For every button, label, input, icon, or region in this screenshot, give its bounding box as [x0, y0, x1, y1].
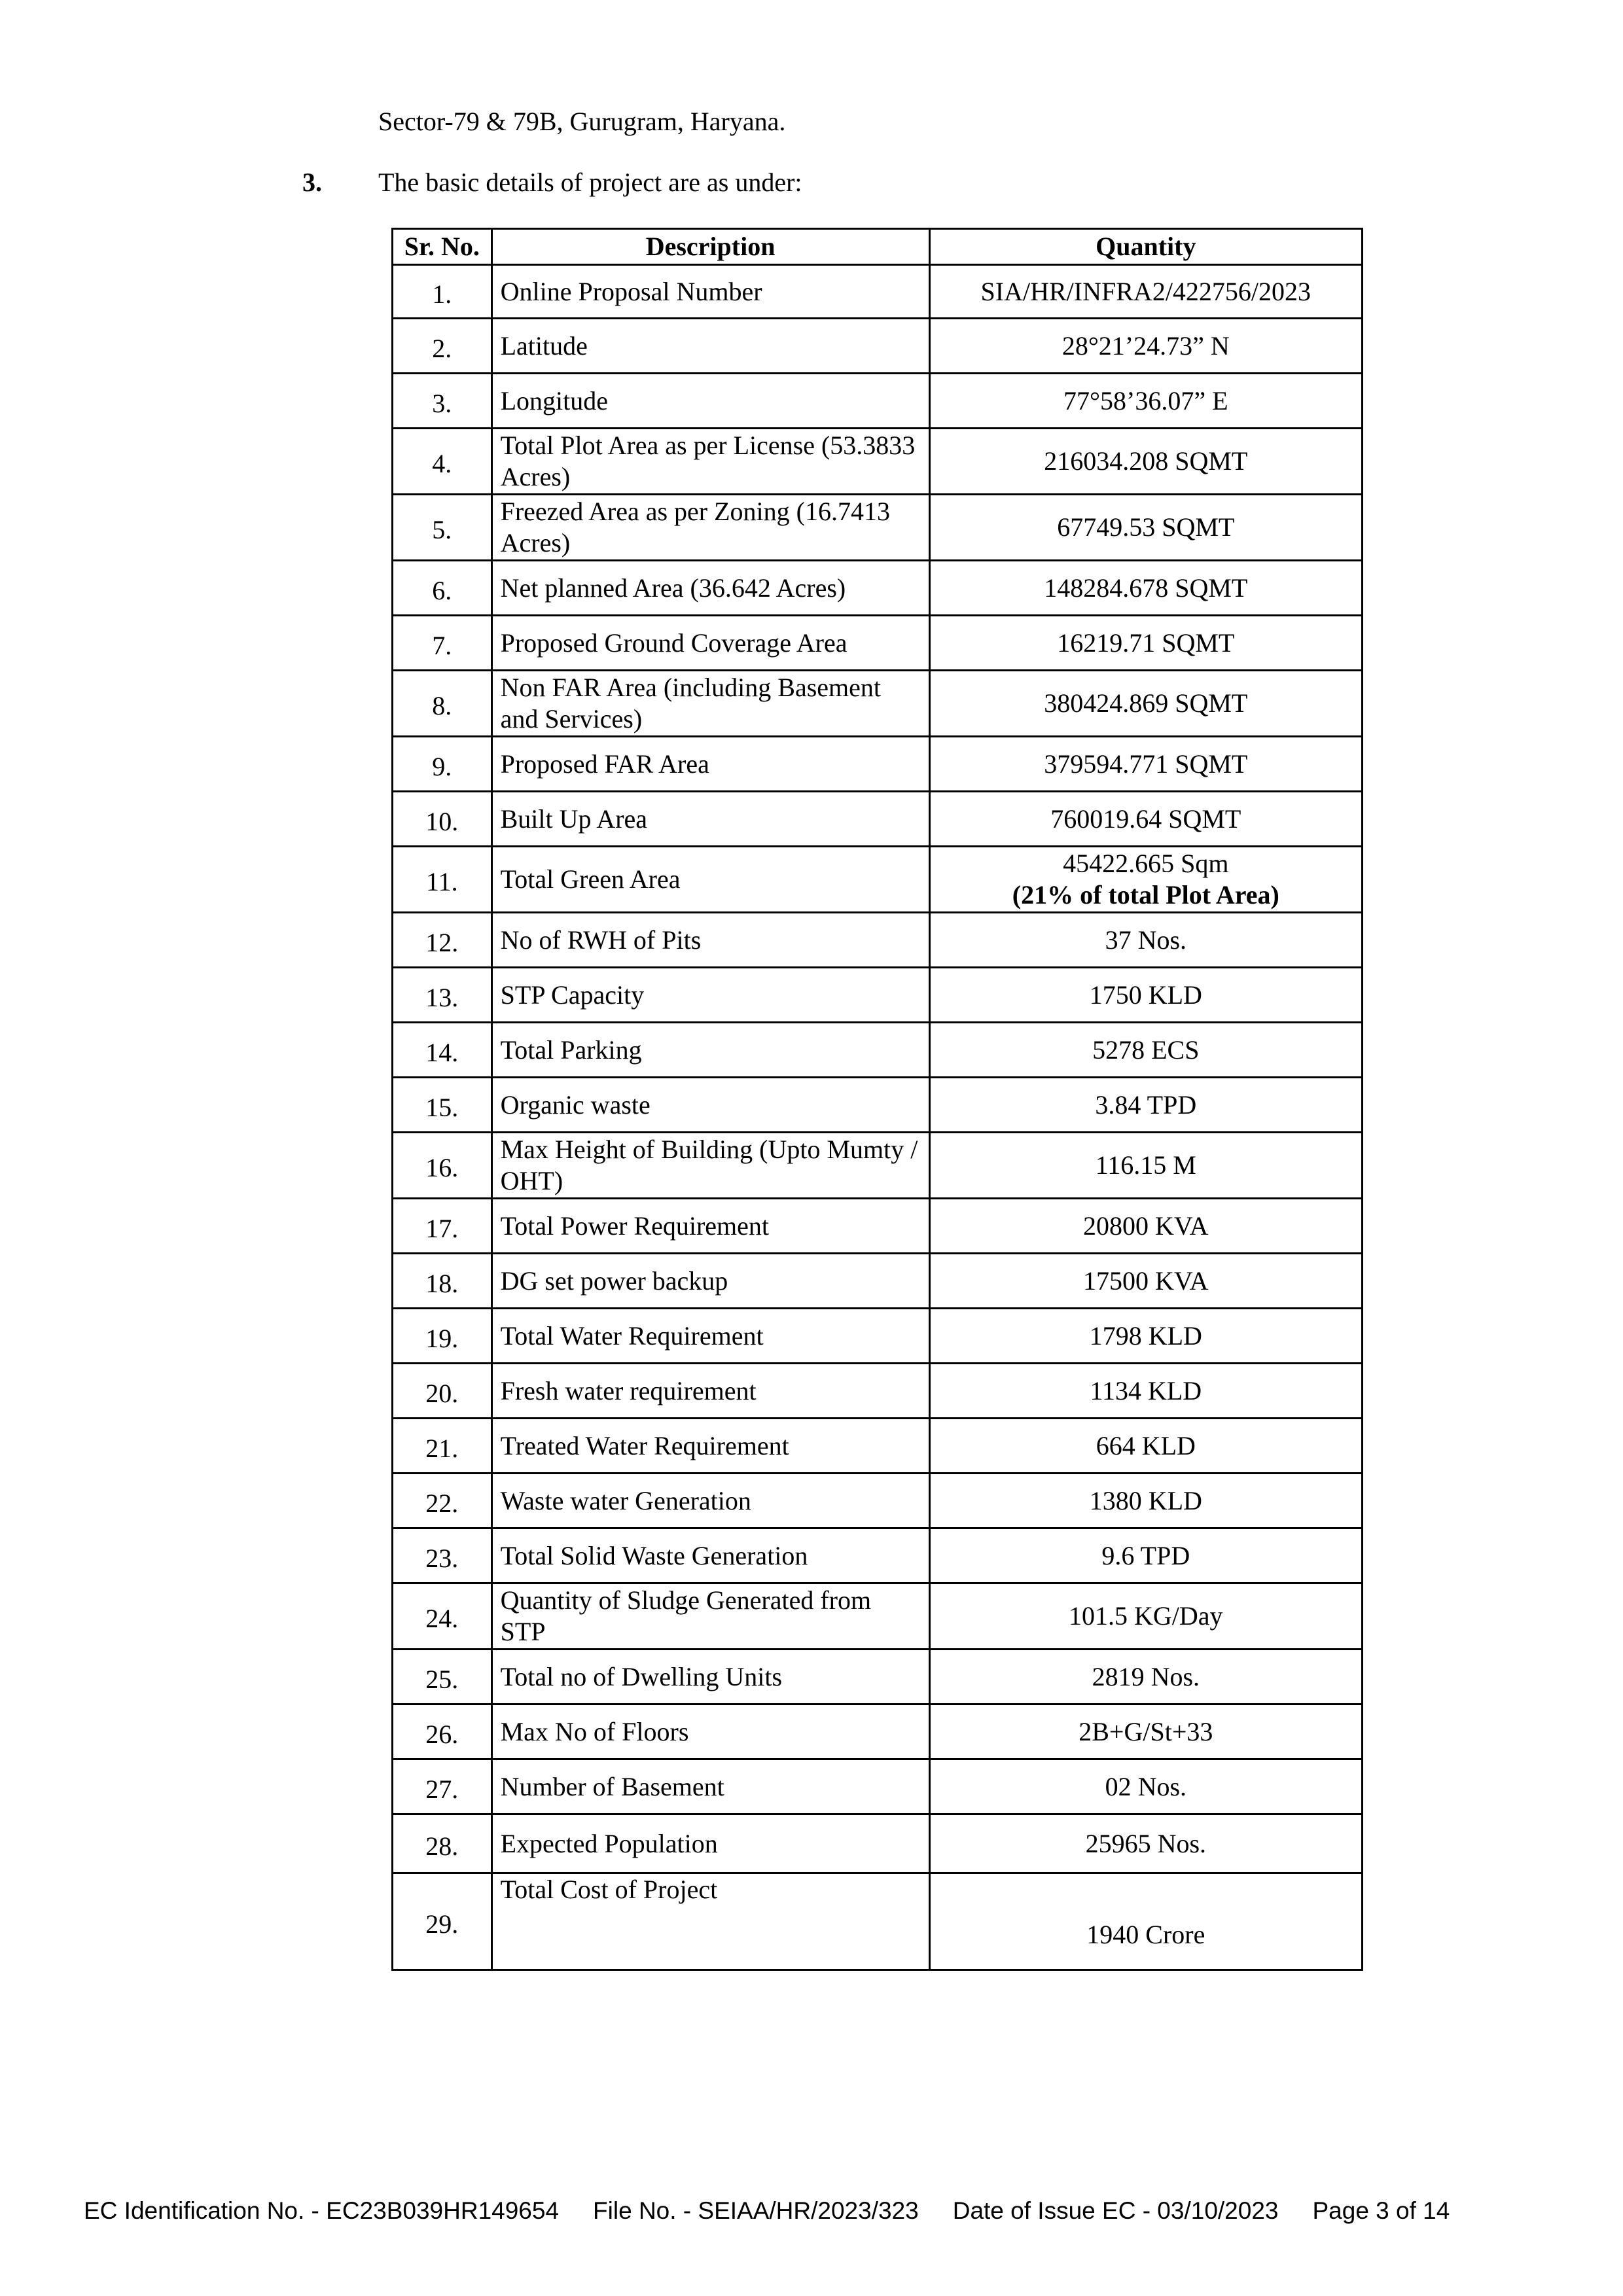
row-quantity	[929, 1364, 1362, 1419]
row-description: Expected Population	[491, 1814, 929, 1873]
table-row	[393, 1199, 1363, 1254]
row-sr-no: 26.	[393, 1704, 492, 1759]
row-quantity-value: 148284.678 SQMT	[1044, 573, 1248, 603]
row-quantity	[929, 1873, 1362, 1970]
row-quantity-value: 16219.71 SQMT	[1057, 627, 1235, 658]
table-row	[393, 1309, 1363, 1364]
row-quantity	[929, 1419, 1362, 1474]
row-quantity	[929, 737, 1362, 792]
header-sr-no: Sr. No.	[393, 229, 492, 265]
row-quantity	[929, 1583, 1362, 1650]
table-row	[393, 1583, 1363, 1650]
row-quantity	[929, 561, 1362, 616]
row-quantity	[929, 495, 1362, 561]
row-description: Freezed Area as per Zoning (16.7413 Acres)	[491, 495, 929, 561]
table-row	[393, 1474, 1363, 1528]
row-description: Non FAR Area (including Basement and Services)	[491, 671, 929, 737]
row-description: Built Up Area	[491, 792, 929, 847]
row-description: Total Plot Area as per License (53.3833 Acres)	[491, 429, 929, 495]
row-quantity-value: 216034.208 SQMT	[1044, 446, 1248, 476]
row-quantity-value: 77°58’36.07” E	[1063, 385, 1228, 415]
footer-ec-id: EC Identification No. - EC23B039HR149654	[84, 2197, 560, 2224]
row-quantity-value: 1380 KLD	[1089, 1485, 1202, 1515]
row-description: Net planned Area (36.642 Acres)	[491, 561, 929, 616]
table-row	[393, 792, 1363, 847]
row-quantity-value: 9.6 TPD	[1101, 1540, 1190, 1570]
table-row	[393, 265, 1363, 319]
row-sr-no: 2.	[393, 319, 492, 374]
table-row	[393, 319, 1363, 374]
row-sr-no: 14.	[393, 1023, 492, 1078]
row-sr-no: 25.	[393, 1650, 492, 1704]
table-row	[393, 1650, 1363, 1704]
row-description: Longitude	[491, 374, 929, 429]
project-details-table	[391, 228, 1363, 1971]
page-footer	[84, 2197, 1450, 2225]
intro-line: Sector-79 & 79B, Gurugram, Haryana.	[378, 107, 786, 136]
header-quantity: Quantity	[929, 229, 1362, 265]
row-description: No of RWH of Pits	[491, 913, 929, 968]
row-sr-no: 1.	[393, 265, 492, 319]
row-quantity	[929, 1528, 1362, 1583]
row-quantity	[929, 1474, 1362, 1528]
row-description: Number of Basement	[491, 1759, 929, 1814]
table-row	[393, 671, 1363, 737]
table-row	[393, 374, 1363, 429]
row-description: Treated Water Requirement	[491, 1419, 929, 1474]
table-row	[393, 737, 1363, 792]
row-quantity-value: 17500 KVA	[1083, 1265, 1209, 1296]
row-quantity	[929, 265, 1362, 319]
row-description: Total Power Requirement	[491, 1199, 929, 1254]
row-quantity	[929, 1704, 1362, 1759]
row-sr-no: 8.	[393, 671, 492, 737]
row-description: DG set power backup	[491, 1254, 929, 1309]
header-description: Description	[491, 229, 929, 265]
row-quantity-value: 116.15 M	[1095, 1150, 1196, 1180]
row-quantity	[929, 1199, 1362, 1254]
row-quantity-value: 380424.869 SQMT	[1044, 688, 1248, 718]
row-quantity-value: 664 KLD	[1096, 1430, 1196, 1460]
row-quantity	[929, 1814, 1362, 1873]
table-row	[393, 1704, 1363, 1759]
row-quantity-value: 760019.64 SQMT	[1050, 804, 1241, 834]
table-row	[393, 429, 1363, 495]
row-quantity	[929, 1254, 1362, 1309]
row-quantity-value: 25965 Nos.	[1085, 1828, 1207, 1858]
row-quantity	[929, 429, 1362, 495]
row-quantity	[929, 1023, 1362, 1078]
row-sr-no: 3.	[393, 374, 492, 429]
table-row	[393, 1419, 1363, 1474]
row-quantity	[929, 1759, 1362, 1814]
row-sr-no: 23.	[393, 1528, 492, 1583]
row-description: Organic waste	[491, 1078, 929, 1133]
row-quantity-value: 1798 KLD	[1089, 1320, 1202, 1351]
row-quantity-value: 1750 KLD	[1089, 980, 1202, 1010]
row-sr-no: 11.	[393, 847, 492, 913]
section-heading: The basic details of project are as under:	[378, 168, 802, 197]
row-quantity-value: 101.5 KG/Day	[1069, 1601, 1223, 1631]
row-sr-no: 16.	[393, 1133, 492, 1199]
row-quantity-value: 37 Nos.	[1105, 925, 1187, 955]
table-row	[393, 561, 1363, 616]
row-sr-no: 20.	[393, 1364, 492, 1419]
row-quantity-value: 1940 Crore	[1086, 1919, 1205, 1949]
table-row	[393, 1814, 1363, 1873]
row-quantity	[929, 913, 1362, 968]
table-row	[393, 1873, 1363, 1970]
table-row	[393, 1254, 1363, 1309]
row-quantity	[929, 1309, 1362, 1364]
row-sr-no: 6.	[393, 561, 492, 616]
row-quantity-value: 1134 KLD	[1090, 1375, 1202, 1405]
table-row	[393, 913, 1363, 968]
row-sr-no: 22.	[393, 1474, 492, 1528]
row-sr-no: 4.	[393, 429, 492, 495]
row-quantity	[929, 1133, 1362, 1199]
row-quantity	[929, 616, 1362, 671]
table-row	[393, 1133, 1363, 1199]
row-description: Max Height of Building (Upto Mumty / OHT)	[491, 1133, 929, 1199]
row-description: Waste water Generation	[491, 1474, 929, 1528]
row-quantity-value: 02 Nos.	[1105, 1771, 1187, 1801]
table-row	[393, 1364, 1363, 1419]
row-quantity-value: 20800 KVA	[1083, 1210, 1209, 1241]
row-quantity-value: 45422.665 Sqm	[1063, 849, 1229, 878]
row-quantity-value: 2B+G/St+33	[1079, 1716, 1213, 1746]
row-quantity-value: SIA/HR/INFRA2/422756/2023	[980, 276, 1311, 306]
table-row	[393, 847, 1363, 913]
row-description: Proposed FAR Area	[491, 737, 929, 792]
row-description: Total no of Dwelling Units	[491, 1650, 929, 1704]
row-sr-no: 9.	[393, 737, 492, 792]
footer-date: Date of Issue EC - 03/10/2023	[952, 2197, 1279, 2224]
row-description: Total Parking	[491, 1023, 929, 1078]
row-description: Total Water Requirement	[491, 1309, 929, 1364]
table-row	[393, 1023, 1363, 1078]
row-description: Proposed Ground Coverage Area	[491, 616, 929, 671]
footer-file-no: File No. - SEIAA/HR/2023/323	[593, 2197, 919, 2224]
row-description: Quantity of Sludge Generated from STP	[491, 1583, 929, 1650]
table-row	[393, 495, 1363, 561]
row-quantity	[929, 319, 1362, 374]
row-sr-no: 13.	[393, 968, 492, 1023]
row-quantity	[929, 847, 1362, 913]
row-description: Total Cost of Project	[491, 1873, 929, 1970]
row-quantity-value: 379594.771 SQMT	[1044, 749, 1248, 779]
row-quantity-value: 2819 Nos.	[1092, 1661, 1200, 1691]
row-sr-no: 10.	[393, 792, 492, 847]
row-quantity	[929, 671, 1362, 737]
row-quantity-value: 28°21’24.73” N	[1061, 330, 1230, 361]
row-description: Max No of Floors	[491, 1704, 929, 1759]
row-quantity-value: 5278 ECS	[1092, 1034, 1200, 1065]
row-quantity-value: 3.84 TPD	[1095, 1089, 1197, 1120]
row-quantity	[929, 1650, 1362, 1704]
row-quantity	[929, 968, 1362, 1023]
row-sr-no: 7.	[393, 616, 492, 671]
row-sr-no: 15.	[393, 1078, 492, 1133]
row-sr-no: 27.	[393, 1759, 492, 1814]
row-sr-no: 19.	[393, 1309, 492, 1364]
row-quantity	[929, 792, 1362, 847]
row-sr-no: 28.	[393, 1814, 492, 1873]
section-number: 3.	[302, 168, 322, 197]
row-quantity-note: (21% of total Plot Area)	[1012, 880, 1279, 910]
table-row	[393, 1078, 1363, 1133]
table-row	[393, 1759, 1363, 1814]
row-sr-no: 29.	[393, 1873, 492, 1970]
row-quantity	[929, 1078, 1362, 1133]
row-sr-no: 24.	[393, 1583, 492, 1650]
row-sr-no: 21.	[393, 1419, 492, 1474]
row-quantity	[929, 374, 1362, 429]
footer-page-number: Page 3 of 14	[1312, 2197, 1450, 2224]
row-description: Total Solid Waste Generation	[491, 1528, 929, 1583]
row-description: Latitude	[491, 319, 929, 374]
table-row	[393, 1528, 1363, 1583]
row-description: Online Proposal Number	[491, 265, 929, 319]
row-description: STP Capacity	[491, 968, 929, 1023]
table-row	[393, 968, 1363, 1023]
row-sr-no: 18.	[393, 1254, 492, 1309]
row-sr-no: 17.	[393, 1199, 492, 1254]
table-header-row	[393, 229, 1363, 265]
row-sr-no: 5.	[393, 495, 492, 561]
row-sr-no: 12.	[393, 913, 492, 968]
row-description: Total Green Area	[491, 847, 929, 913]
row-description: Fresh water requirement	[491, 1364, 929, 1419]
table-row	[393, 616, 1363, 671]
row-quantity-value: 67749.53 SQMT	[1057, 512, 1235, 542]
